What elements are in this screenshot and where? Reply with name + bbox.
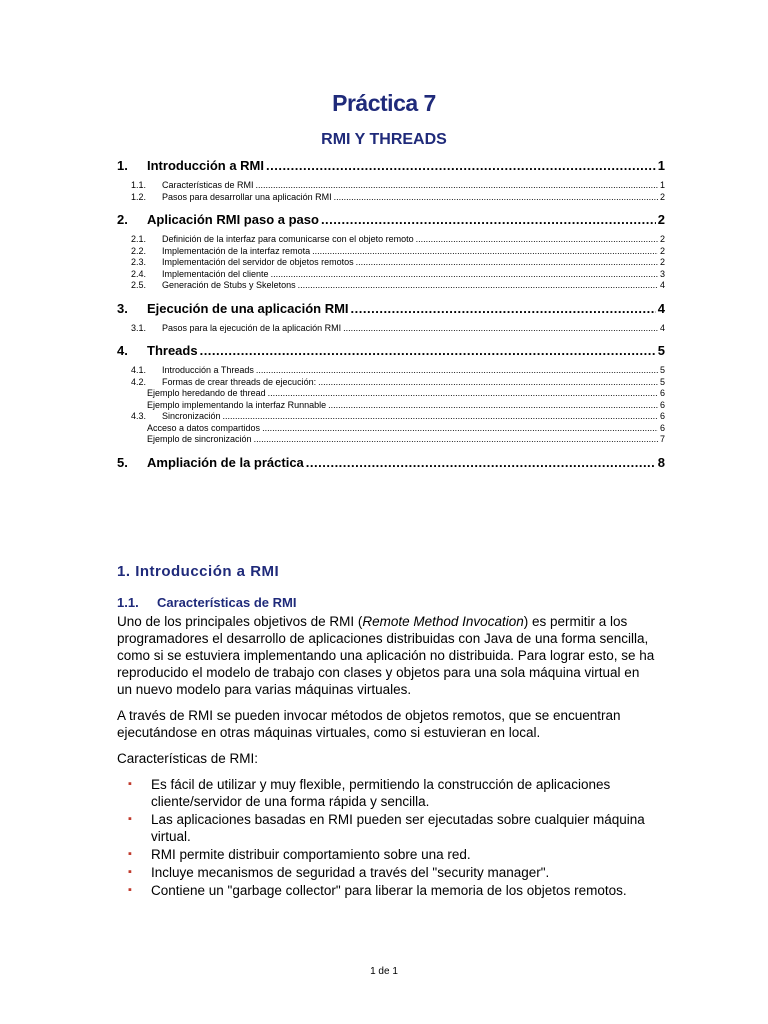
toc-entry[interactable] — [117, 192, 665, 204]
toc-leader-dots — [416, 234, 658, 246]
italic-term: Remote Method Invocation — [362, 614, 524, 629]
toc-entry-page: 2 — [657, 212, 665, 227]
toc-entry-page: 5 — [659, 376, 665, 387]
toc-entry-title: Ejecución de una aplicación RMI — [147, 300, 349, 316]
toc-entry[interactable] — [117, 246, 665, 258]
toc-entry-title: Ejemplo implementando la interfaz Runnable — [147, 399, 327, 410]
toc-entry[interactable] — [117, 257, 665, 269]
toc-entry-title: Threads — [147, 343, 198, 358]
toc-entry-number: 2.2. — [131, 245, 147, 256]
toc-entry-page: 1 — [659, 180, 665, 190]
toc-entry-title: Definición de la interfaz para comunicarse con el objeto remoto — [162, 234, 414, 244]
toc-entry-number: 4.3. — [131, 411, 147, 421]
toc-entry-page: 2 — [659, 245, 665, 256]
square-bullet-icon: ▪ — [128, 813, 132, 825]
toc-entry-title: Implementación del servidor de objetos remotos — [162, 257, 354, 267]
square-bullet-icon: ▪ — [128, 884, 132, 896]
list-item — [117, 811, 657, 845]
document-subtitle: RMI Y THREADS — [321, 131, 447, 148]
toc-entry[interactable] — [117, 180, 665, 192]
toc-entry[interactable] — [117, 299, 665, 319]
toc-entry-number: 2. — [117, 212, 128, 227]
toc-entry-title: Pasos para desarrollar una aplicación RMI — [162, 191, 332, 202]
subsection-heading — [117, 595, 296, 610]
toc-entry-page: 4 — [659, 322, 665, 333]
subsection-title: Características de RMI — [157, 595, 297, 610]
toc-entry-number: 2.3. — [131, 257, 147, 267]
list-item — [117, 776, 657, 810]
toc-entry-title: Acceso a datos compartidos — [147, 422, 261, 433]
toc-entry[interactable] — [117, 423, 665, 435]
toc-entry[interactable] — [117, 269, 665, 281]
toc-entry-page: 6 — [659, 411, 665, 421]
toc-entry-page: 5 — [659, 365, 665, 375]
toc-entry-number: 4. — [117, 343, 128, 358]
square-bullet-icon: ▪ — [128, 866, 132, 878]
toc-entry-title: Características de RMI — [162, 180, 254, 190]
toc-leader-dots — [312, 246, 658, 258]
list-item-text: Es fácil de utilizar y muy flexible, permitiendo la construcción de aplicaciones cliente/servidor de una forma rápida y sencilla. — [151, 777, 611, 809]
toc-entry-title: Implementación de la interfaz remota — [162, 245, 311, 256]
toc-entry[interactable] — [117, 388, 665, 400]
toc-entry-page: 8 — [657, 454, 665, 470]
toc-leader-dots — [356, 257, 658, 269]
toc-entry-title: Pasos para la ejecución de la aplicación RMI — [162, 322, 342, 333]
toc-entry[interactable] — [117, 156, 665, 176]
toc-entry-page: 5 — [657, 343, 665, 358]
toc-leader-dots — [200, 341, 656, 361]
toc-leader-dots — [266, 156, 656, 176]
toc-entry[interactable] — [117, 210, 665, 230]
toc-leader-dots — [351, 299, 656, 319]
toc-entry-number: 2.4. — [131, 268, 147, 279]
list-item — [117, 846, 657, 863]
toc-leader-dots — [268, 388, 658, 400]
feature-list — [117, 776, 657, 899]
body-text — [117, 613, 657, 900]
toc-entry-page: 2 — [659, 191, 665, 202]
toc-entry[interactable] — [117, 453, 665, 473]
toc-entry-page: 2 — [659, 257, 665, 267]
toc-leader-dots — [328, 400, 658, 412]
toc-entry-number: 3. — [117, 300, 128, 316]
toc-entry[interactable] — [117, 434, 665, 446]
toc-entry-number: 1.2. — [131, 191, 147, 202]
toc-entry-page: 4 — [657, 300, 665, 316]
toc-entry-page: 6 — [659, 422, 665, 433]
toc-entry-title: Sincronización — [162, 411, 221, 421]
toc-entry-title: Introducción a Threads — [162, 365, 254, 375]
square-bullet-icon: ▪ — [128, 778, 132, 790]
toc-entry[interactable] — [117, 411, 665, 423]
toc-leader-dots — [298, 280, 658, 292]
toc-leader-dots — [262, 423, 658, 435]
toc-entry-number: 4.2. — [131, 376, 147, 387]
toc-entry[interactable] — [117, 400, 665, 412]
toc-entry-number: 3.1. — [131, 322, 147, 333]
toc-entry[interactable] — [117, 280, 665, 292]
document-title: Práctica 7 — [332, 90, 436, 116]
paragraph-3: Características de RMI: — [117, 751, 259, 766]
toc-entry-page: 1 — [657, 158, 665, 173]
toc-entry-number: 5. — [117, 454, 128, 470]
toc-entry-number: 2.5. — [131, 280, 147, 290]
toc-entry-page: 6 — [659, 388, 665, 398]
toc-entry-title: Ampliación de la práctica — [147, 454, 304, 470]
table-of-contents — [117, 155, 665, 473]
toc-leader-dots — [306, 453, 656, 473]
toc-leader-dots — [334, 192, 658, 204]
subsection-number: 1.1. — [117, 595, 139, 610]
toc-entry-page: 7 — [659, 434, 665, 444]
toc-leader-dots — [343, 323, 658, 335]
toc-entry-title: Ejemplo heredando de thread — [147, 388, 266, 398]
list-item-text: Contiene un "garbage collector" para liberar la memoria de los objetos remotos. — [151, 883, 627, 898]
toc-entry-title: Ejemplo de sincronización — [147, 434, 252, 444]
toc-entry[interactable] — [117, 365, 665, 377]
toc-entry[interactable] — [117, 234, 665, 246]
toc-entry-title: Aplicación RMI paso a paso — [147, 212, 319, 227]
toc-entry[interactable] — [117, 341, 665, 361]
list-item — [117, 882, 657, 899]
section-number: 1. — [117, 563, 131, 580]
list-item — [117, 864, 657, 881]
toc-leader-dots — [256, 180, 658, 192]
section-title: Introducción a RMI — [135, 563, 280, 580]
toc-entry[interactable] — [117, 377, 665, 389]
toc-entry-number: 2.1. — [131, 234, 147, 244]
toc-entry-page: 4 — [659, 280, 665, 290]
list-item-text: RMI permite distribuir comportamiento sobre una red. — [151, 847, 471, 862]
toc-leader-dots — [256, 365, 658, 377]
toc-entry-title: Introducción a RMI — [147, 158, 264, 173]
toc-entry-title: Implementación del cliente — [162, 268, 269, 279]
section-heading — [117, 563, 279, 580]
square-bullet-icon: ▪ — [128, 848, 132, 860]
toc-entry-page: 3 — [659, 268, 665, 279]
toc-leader-dots — [321, 210, 656, 230]
toc-entry-number: 1.1. — [131, 180, 147, 190]
paragraph-1: Uno de los principales objetivos de RMI (Remote Method Invocation) es permitir a los programadores el desarrollo de aplicaciones distribuidas con Java de una forma sencilla, como si se estuviera implementando una aplicación no distribuida. Para lograr esto, se ha reproducido el modelo de trabajo con clases y objetos para una sola máquina virtual en un nuevo modelo para varias máquinas virtuales. — [117, 614, 655, 697]
toc-entry-number: 1. — [117, 158, 128, 173]
toc-entry[interactable] — [117, 323, 665, 335]
toc-leader-dots — [271, 269, 658, 281]
list-item-text: Las aplicaciones basadas en RMI pueden ser ejecutadas sobre cualquier máquina virtual. — [151, 812, 645, 844]
toc-leader-dots — [254, 434, 658, 446]
page-footer: 1 de 1 — [370, 966, 398, 977]
toc-entry-page: 2 — [659, 234, 665, 244]
toc-leader-dots — [223, 411, 658, 423]
toc-entry-title: Formas de crear threads de ejecución: — [162, 376, 317, 387]
toc-entry-number: 4.1. — [131, 365, 147, 375]
toc-entry-page: 6 — [659, 399, 665, 410]
list-item-text: Incluye mecanismos de seguridad a través del "security manager". — [151, 865, 550, 880]
paragraph-2: A través de RMI se pueden invocar métodos de objetos remotos, que se encuentran ejecutándose en otras máquinas virtuales, como si estuvieran en local. — [117, 708, 621, 740]
toc-leader-dots — [318, 377, 658, 389]
toc-entry-title: Generación de Stubs y Skeletons — [162, 280, 296, 290]
